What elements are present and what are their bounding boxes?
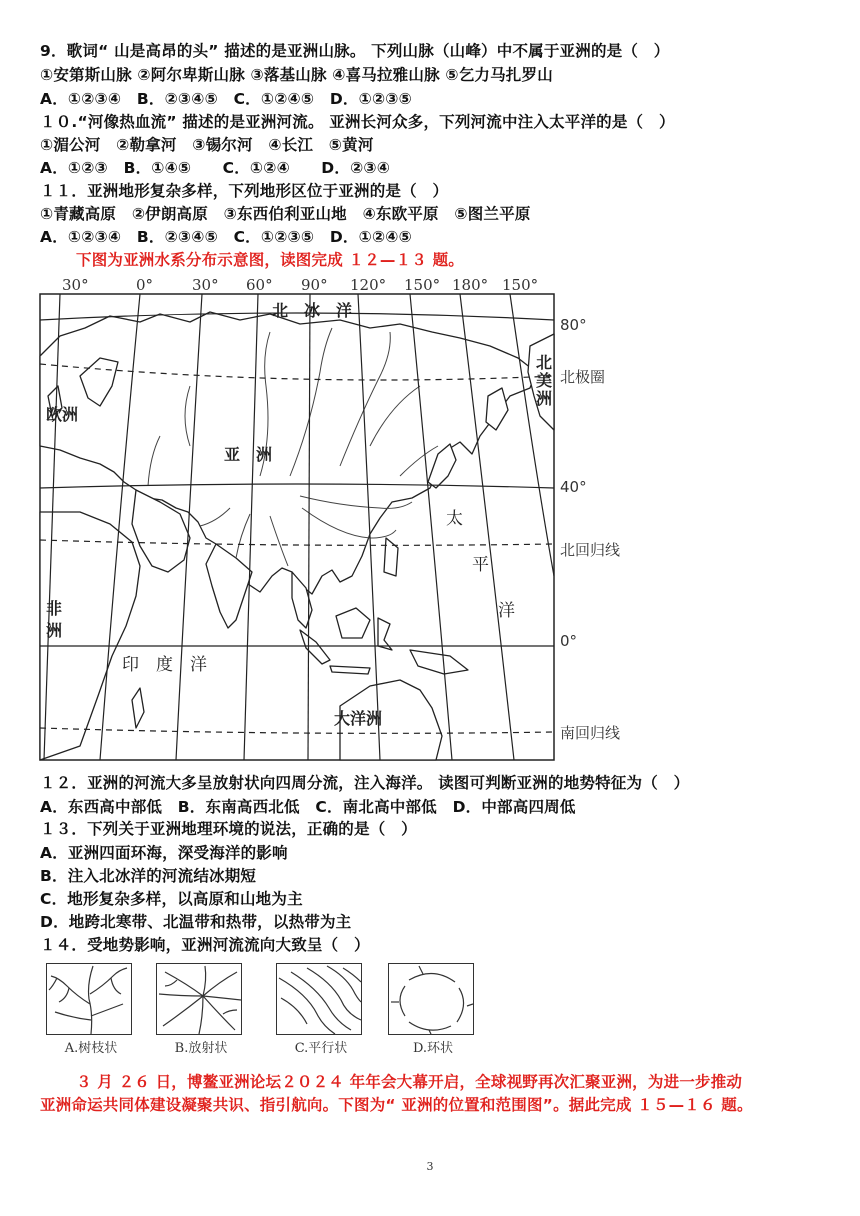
q13-option-d: D．地跨北寒带、北温带和热带，以热带为主: [40, 913, 352, 931]
lon-label: 120°: [350, 276, 387, 294]
q9-options: A．①②③④ B．②③④⑤ C．①②④⑤ D．①②③⑤: [40, 90, 412, 108]
north-america-label: 美: [536, 371, 553, 390]
africa-label: 非: [46, 599, 63, 618]
q13-option-c: C．地形复杂多样，以高原和山地为主: [40, 890, 303, 908]
q10-stem: １０.“河像热血流” 描述的是亚洲河流。 亚洲长河众多，下列河流中注入太平洋的是（ ）: [40, 113, 675, 131]
indian-ocean-label: 印 度 洋: [122, 655, 207, 675]
lat-label: 南回归线: [560, 724, 621, 742]
q10-options: A．①②③ B．①④⑤ C．①②④ D．②③④: [40, 159, 391, 177]
lat-label: 40°: [560, 478, 587, 496]
lon-label: 150°: [502, 276, 539, 294]
map-svg: [40, 276, 640, 762]
arctic-ocean-label: 北 冰 洋: [272, 301, 353, 320]
panel-caption: B.放射状: [174, 1041, 228, 1056]
q11-items: ①青藏高原 ②伊朗高原 ③东西伯利亚山地 ④东欧平原 ⑤图兰平原: [40, 205, 531, 223]
lon-label: 30°: [62, 276, 89, 294]
pacific-label: 太: [446, 509, 463, 529]
pacific-label: 平: [472, 555, 489, 575]
q12-options: A．东西高中部低 B．东南高西北低 C．南北高中部低 D．中部高四周低: [40, 798, 576, 816]
lon-label: 150°: [404, 276, 441, 294]
oceania-label: 大洋洲: [334, 709, 383, 728]
q13-stem: １３．下列关于亚洲地理环境的说法，正确的是（ ）: [40, 820, 417, 838]
asia-label: 亚 洲: [224, 445, 273, 464]
q9-items: ①安第斯山脉 ②阿尔卑斯山脉 ③落基山脉 ④喜马拉雅山脉 ⑤乞力马扎罗山: [40, 66, 553, 84]
q14-stem: １４．受地势影响，亚洲河流流向大致呈（ ）: [40, 936, 370, 954]
page-number: 3: [426, 1160, 434, 1173]
q12-stem: １２．亚洲的河流大多呈放射状向四周分流，注入海洋。 读图可判断亚洲的地势特征为（ ）: [40, 774, 690, 792]
intro-15-16-line1: ３ 月 ２６ 日，博鳌亚洲论坛２０２４ 年年会大幕开启，全球视野再次汇聚亚洲，为进一步推动: [76, 1073, 743, 1091]
lon-label: 0°: [136, 276, 154, 294]
asia-water-system-map: [40, 276, 640, 762]
radial-pattern-icon: [157, 964, 241, 1034]
lat-label: 北回归线: [560, 541, 621, 559]
q10-items: ①湄公河 ②勒拿河 ③锡尔河 ④长江 ⑤黄河: [40, 136, 374, 154]
panel-caption: A.树枝状: [64, 1041, 118, 1056]
lon-label: 30°: [192, 276, 219, 294]
annular-pattern-icon: [389, 964, 473, 1034]
river-panel-dendritic: [46, 963, 156, 1061]
lon-label: 60°: [246, 276, 273, 294]
lon-label: 180°: [452, 276, 489, 294]
africa-label: 洲: [46, 621, 63, 640]
q9-stem: 9．歌词“ 山是高昂的头” 描述的是亚洲山脉。 下列山脉（山峰）中不属于亚洲的是（ ）: [40, 42, 670, 60]
river-panel-parallel: [276, 963, 386, 1061]
dendritic-pattern-icon: [47, 964, 131, 1034]
java-landmass: [330, 666, 370, 674]
panel-caption: D.环状: [412, 1041, 454, 1056]
parallel-pattern-icon: [277, 964, 361, 1034]
q13-option-a: A．亚洲四面环海，深受海洋的影响: [40, 844, 288, 862]
lat-label: 0°: [560, 632, 578, 650]
panel-caption: C.平行状: [294, 1041, 348, 1056]
intro-12-13: 下图为亚洲水系分布示意图，读图完成 １２—１３ 题。: [76, 251, 464, 269]
river-panel-annular: [388, 963, 498, 1061]
europe-label: 欧洲: [46, 405, 79, 424]
north-america-label: 北: [536, 353, 553, 372]
pacific-label: 洋: [498, 601, 515, 621]
river-panel-radial: [156, 963, 266, 1061]
lat-label: 北极圈: [560, 368, 606, 386]
intro-15-16-line2: 亚洲命运共同体建设凝聚共识、指引航向。下图为“ 亚洲的位置和范围图”。据此完成 １５—１６ 题。: [40, 1096, 753, 1114]
q13-option-b: B．注入北冰洋的河流结冰期短: [40, 867, 257, 885]
north-america-label: 洲: [536, 389, 553, 408]
lat-label: 80°: [560, 316, 587, 334]
q11-stem: １１．亚洲地形复杂多样，下列地形区位于亚洲的是（ ）: [40, 182, 449, 200]
q11-options: A．①②③④ B．②③④⑤ C．①②③⑤ D．①②④⑤: [40, 228, 412, 246]
lon-label: 90°: [301, 276, 328, 294]
